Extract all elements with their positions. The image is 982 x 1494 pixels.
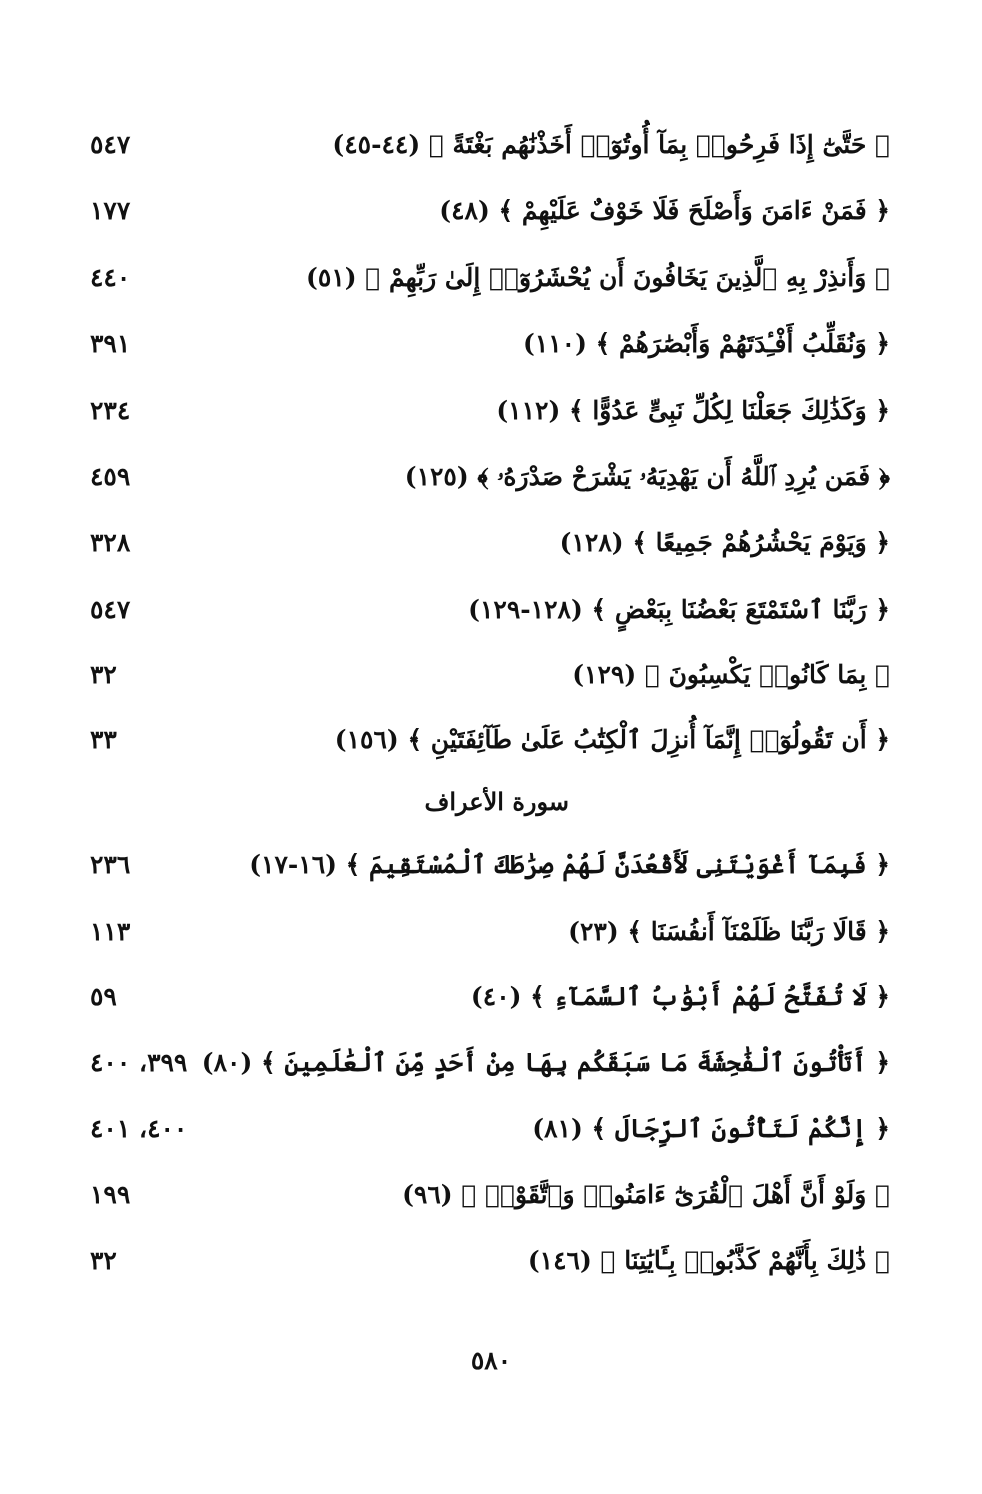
index-row [90, 523, 890, 563]
page-reference: ١٧٧ [90, 196, 131, 225]
verse-text: ﴿ وَلَوْ أَنَّ أَهْلَ ٱلْقُرَىٰٓ ءَامَنُوا۟ وَٱتَّقَوْا۟ ﴾ (٩٦) [402, 1180, 890, 1209]
page-reference: ٣٢٨ [90, 528, 131, 557]
index-row [90, 1175, 890, 1215]
page-reference: ١٩٩ [90, 1180, 131, 1209]
page-reference: ٥٤٧ [90, 595, 131, 624]
page-number: ٥٨٠ [470, 1346, 512, 1375]
verse-text: ﴿ أَن تَقُولُوٓا۟ إِنَّمَآ أُنزِلَ ٱلْكِتَٰبُ عَلَىٰ طَآئِفَتَيْنِ ﴾ (١٥٦) [334, 725, 890, 754]
page-reference: ٤٠٠، ٤٠١ [90, 1114, 188, 1143]
index-row [90, 1241, 890, 1281]
verse-text: ﴿ فَمَن يُرِدِ ٱللَّهُ أَن يَهْدِيَهُۥ يَشْرَحْ صَدْرَهُۥ ﴾ (١٢٥) [404, 462, 890, 491]
verse-text: ﴿ قَالَا رَبَّنَا ظَلَمْنَآ أَنفُسَنَا ﴾ (٢٣) [568, 917, 890, 946]
page-reference: ٥٩ [90, 982, 117, 1011]
page-reference: ٥٤٧ [90, 130, 131, 159]
index-row [90, 1109, 890, 1149]
index-row [90, 258, 890, 298]
verse-text: ﴿ أَتَأْتُونَ ٱلْفَٰحِشَةَ مَا سَبَقَكُم بِهَا مِنْ أَحَدٍ مِّنَ ٱلْعَٰلَمِينَ ﴾ (٨٠) [201, 1048, 890, 1077]
index-row [90, 457, 890, 497]
page-reference: ٣٩٩، ٤٠٠ [90, 1048, 188, 1077]
page-reference: ٣٩١ [90, 329, 131, 358]
index-row [90, 191, 890, 231]
page-reference: ٤٥٩ [90, 462, 131, 491]
index-row [90, 590, 890, 630]
verse-text: ﴿ إِنَّكُمْ لَتَأْتُونَ ٱلرِّجَالَ ﴾ (٨١) [532, 1114, 890, 1143]
page-reference: ٢٣٤ [90, 396, 131, 425]
index-row [90, 324, 890, 364]
surah-heading: سورة الأعراف [424, 787, 569, 816]
verse-text: ﴿ فَمَنْ ءَامَنَ وَأَصْلَحَ فَلَا خَوْفٌ عَلَيْهِمْ ﴾ (٤٨) [439, 196, 890, 225]
page-reference: ٣٣ [90, 725, 117, 754]
index-row [90, 391, 890, 431]
index-row [90, 977, 890, 1017]
page-reference: ٤٤٠ [90, 263, 131, 292]
verse-text: ﴿ بِمَا كَانُوا۟ يَكْسِبُونَ ﴾ (١٢٩) [572, 660, 890, 689]
verse-text: ﴿ رَبَّنَا ٱسْتَمْتَعَ بَعْضُنَا بِبَعْضٍ ﴾ (١٢٨-١٢٩) [468, 595, 890, 624]
verse-text: ﴿ وَنُقَلِّبُ أَفْـِٔدَتَهُمْ وَأَبْصَٰرَهُمْ ﴾ (١١٠) [522, 329, 890, 358]
page-reference: ٢٣٦ [90, 850, 131, 879]
page-reference: ٣٢ [90, 1246, 117, 1275]
index-row [90, 1043, 890, 1083]
verse-text: ﴿ ذَٰلِكَ بِأَنَّهُمْ كَذَّبُوا۟ بِـَٔايَٰتِنَا ﴾ (١٤٦) [527, 1246, 890, 1275]
verse-text: ﴿ وَيَوْمَ يَحْشُرُهُمْ جَمِيعًا ﴾ (١٢٨) [559, 528, 890, 557]
index-row [90, 125, 890, 165]
verse-text: ﴿ وَأَنذِرْ بِهِ ٱلَّذِينَ يَخَافُونَ أَن يُحْشَرُوٓا۟ إِلَىٰ رَبِّهِمْ ﴾ (٥١) [306, 263, 890, 292]
index-row [90, 720, 890, 760]
page-reference: ١١٣ [90, 917, 131, 946]
verse-text: ﴿ فَبِمَآ أَغْوَيْتَنِى لَأَقْعُدَنَّ لَهُمْ صِرَٰطَكَ ٱلْمُسْتَقِيمَ ﴾ (١٦-١٧) [249, 850, 890, 879]
index-row [90, 912, 890, 952]
verse-text: ﴿ حَتَّىٰٓ إِذَا فَرِحُوا۟ بِمَآ أُوتُوٓا۟ أَخَذْنَٰهُم بَغْتَةً ﴾ (٤٤-٤٥) [332, 130, 890, 159]
index-row [90, 845, 890, 885]
verse-text: ﴿ وَكَذَٰلِكَ جَعَلْنَا لِكُلِّ نَبِىٍّ عَدُوًّا ﴾ (١١٢) [496, 396, 890, 425]
verse-text: ﴿ لَا تُفَتَّحُ لَهُمْ أَبْوَٰبُ ٱلسَّمَآءِ ﴾ (٤٠) [470, 982, 890, 1011]
page-reference: ٣٢ [90, 660, 117, 689]
index-row [90, 655, 890, 695]
